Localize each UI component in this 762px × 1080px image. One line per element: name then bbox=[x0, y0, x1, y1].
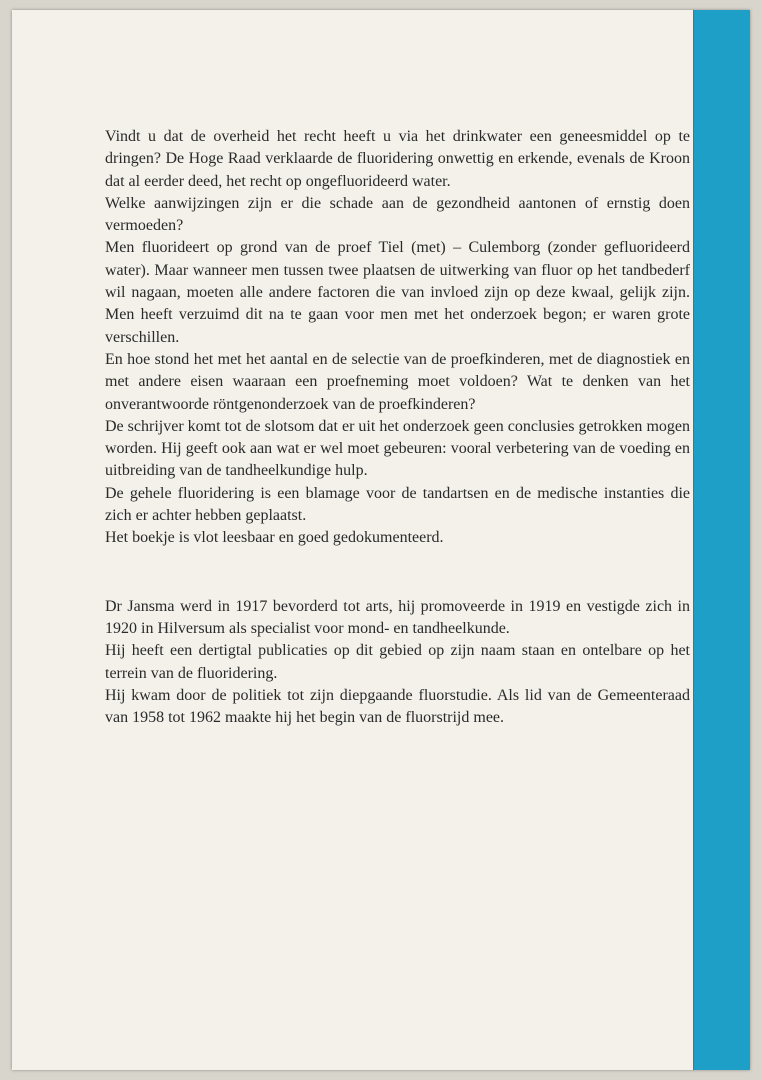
author-paragraph: Hij kwam door de politiek tot zijn diepgaande fluorstudie. Als lid van de Gemeenteraad van 1958 tot 1962 maakte hij het begin van de fluorstrijd mee. bbox=[105, 686, 690, 727]
review-paragraph: Welke aanwijzingen zijn er die schade aan de gezondheid aantonen of ernstig doen vermoeden? bbox=[105, 194, 690, 235]
author-paragraph: Dr Jansma werd in 1917 bevorderd tot arts, hij promoveerde in 1919 en vestigde zich in 1920 in Hilversum als specialist voor mond- en tandheelkunde. bbox=[105, 597, 690, 637]
review-paragraph: De gehele fluoridering is een blamage voor de tandartsen en de medische instanties die zich er achter hebben geplaatst. bbox=[105, 484, 690, 525]
review-paragraph: En hoe stond het met het aantal en de selectie van de proefkinderen, met de diagnostiek en met andere eisen waaraan een proefneming moet voldoen? Wat te denken van het onverantwoorde röntgenonderzoek van de proefkinderen? bbox=[105, 350, 690, 413]
review-paragraph: Men fluorideert op grond van de proef Tiel (met) – Culemborg (zonder gefluorideerd water). Maar wanneer men tussen twee plaatsen de uitwerking van fluor op het tandbederf wil nagaan, moeten alle andere factoren die van invloed zijn op deze kwaal, gelijk zijn. Men heeft verzuimd dit na te gaan voor men met het onderzoek begon; er waren grote verschillen. bbox=[105, 239, 690, 346]
review-paragraph: Het boekje is vlot leesbaar en goed gedokumenteerd. bbox=[105, 529, 444, 547]
review-paragraph: Vindt u dat de overheid het recht heeft u via het drinkwater een geneesmiddel op te dringen? De Hoge Raad verklaarde de fluoridering onwettig en erkende, evenals de Kroon dat al eerder deed, het recht op ongefluorideerd water. bbox=[105, 128, 690, 190]
cover-text bbox=[105, 126, 690, 729]
back-cover bbox=[12, 10, 750, 1070]
section-gap bbox=[105, 550, 690, 596]
author-paragraph: Hij heeft een dertigtal publicaties op dit gebied op zijn naam staan en ontelbare op het terrein van de fluoridering. bbox=[105, 642, 690, 682]
review-paragraph: De schrijver komt tot de slotsom dat er uit het onderzoek geen conclusies getrokken mogen worden. Hij geeft ook aan wat er wel moet gebeuren: vooral verbetering van de voeding en uitbreiding van de tandheelkundige hulp. bbox=[105, 417, 690, 480]
blue-spine-stripe bbox=[693, 10, 750, 1070]
